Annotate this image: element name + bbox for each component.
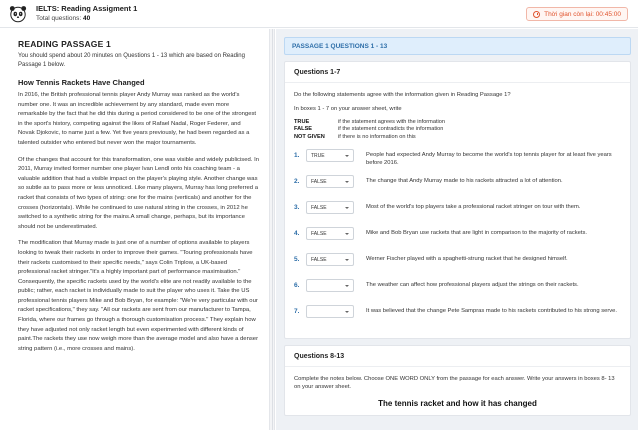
dropdown-value: FALSE	[311, 178, 327, 185]
question-instruction: Complete the notes below. Choose ONE WORD ONLY from the passage for each answer. Write your answers in boxes 8- 13 on your answer sheet.	[294, 376, 615, 391]
answer-dropdown-7[interactable]	[306, 305, 354, 318]
question-statement: The weather can affect how professional players adjust the strings on their rackets.	[366, 282, 579, 289]
answer-dropdown-4[interactable]	[306, 227, 354, 240]
question-instruction: Do the following statements agree with the information given in Reading Passage 1?	[294, 92, 511, 98]
question-row-6	[294, 279, 621, 297]
legend-row	[294, 126, 621, 133]
dropdown-value: FALSE	[311, 230, 327, 237]
question-number: 1.	[294, 152, 300, 160]
passage-title: How Tennis Rackets Have Changed	[18, 78, 145, 87]
question-row-3	[294, 201, 621, 219]
chevron-down-icon	[345, 285, 349, 287]
legend-desc: if the statement agrees with the information	[338, 119, 445, 125]
timer-text: Thời gian còn lại: 00:45:00	[544, 10, 621, 18]
header-bar	[0, 0, 638, 28]
answer-dropdown-1[interactable]	[306, 149, 354, 162]
question-number: 6.	[294, 282, 300, 290]
passage-questions-header: PASSAGE 1 QUESTIONS 1 - 13	[284, 37, 631, 55]
legend-desc: if there is no information on this	[338, 133, 416, 140]
legend-key: NOT GIVEN	[294, 133, 325, 140]
countdown-timer	[526, 7, 628, 21]
total-questions-label: Total questions:	[36, 15, 82, 22]
panda-logo-icon	[8, 4, 28, 24]
chevron-down-icon	[345, 311, 349, 313]
question-number: 5.	[294, 256, 300, 264]
question-row-5	[294, 253, 621, 271]
question-statement: Most of the world's top players take a professional racket stringer on tour with them.	[366, 204, 581, 211]
app-title: IELTS: Reading Assigment 1	[36, 4, 138, 13]
answer-dropdown-3[interactable]	[306, 201, 354, 214]
notes-title: The tennis racket and how it has changed	[378, 399, 537, 409]
legend-row	[294, 119, 621, 126]
total-questions	[36, 14, 137, 23]
chevron-down-icon	[345, 155, 349, 157]
passage-paragraph: The modification that Murray made is just one of a number of options available to players looking to tweak their rackets in order to improve their games. "Touring professionals have their rackets customised to their specific needs," says Colin Triplow, a UK-based professional racket stringer."It's a highly important part of performance maximisation." Consequently, the specific rackets used by the world's elite are not readily available to the public; rather, each racket is individually made to suit the player who uses it. Take the US professional tennis players Mike and Bob Bryan, for example: "We're very particular with our racket specifications," they say. "All our rackets are sent from our manufacturer to Tampa, Florida, where our frames go through a thorough customisation process." They explain how they have adjusted not only racket length but even experimented with different kinds of paint.The rackets they use now weigh more than the average model and also have a denser string pattern (i.e., more crosses and mains).	[18, 240, 259, 352]
question-row-4	[294, 227, 621, 245]
answer-dropdown-6[interactable]	[306, 279, 354, 292]
chevron-down-icon	[345, 181, 349, 183]
legend-key: TRUE	[294, 119, 310, 125]
question-statement: The change that Andy Murray made to his rackets attracted a lot of attention.	[366, 178, 563, 185]
answer-dropdown-2[interactable]	[306, 175, 354, 188]
question-number: 3.	[294, 204, 300, 212]
answer-legend	[294, 119, 621, 141]
question-statement: It was believed that the change Pete Sampras made to his rackets contributed to his strong serve.	[366, 308, 618, 315]
question-group-8-13	[284, 345, 631, 416]
question-group-title: Questions 1-7	[285, 69, 630, 83]
passage-paragraph: In 2016, the British professional tennis player Andy Murray was ranked as the world's number one. It was an incredible achievement by any standard, made even more remarkable by the fact that he did this during a period considered to be one of the strongest in the sport's history, competing against the likes of Rafael Nadal, Roger Federer, and Novak Djokovic, to name just a few. Yet five years previously, he had been regarded as a talented outsider who entered but never won the major tournaments.	[18, 92, 257, 146]
question-statement: People had expected Andy Murray to become the world's top tennis player for at least five years before 2016.	[366, 152, 612, 167]
question-group-1-7	[284, 61, 631, 339]
questions-panel[interactable]	[276, 29, 638, 430]
passage-heading: READING PASSAGE 1	[18, 39, 111, 49]
question-statement: Mike and Bob Bryan use rackets that are light in comparison to the majority of rackets.	[366, 230, 588, 237]
passage-paragraph: Of the changes that account for this transformation, one was visible and widely publicised. In 2011, Murray invited former number one player Ivan Lendl onto his coaching team - a valuable addition that had a visible impact on the player's playing style. Another change was so subtle as to pass more or less unnoticed. Like many players, Murray has long preferred a racket that consists of two types of string: one for the mains (verticals) and another for the crosses (horizontals). While he continued to use natural string in the crosses, in 2012 he switched to a synthetic string for the mains.A small change, perhaps, but its importance should not be underestimated.	[18, 156, 259, 230]
dropdown-value: TRUE	[311, 152, 325, 159]
question-statement: Werner Fischer played with a spaghetti-strung racket that he designed himself.	[366, 256, 568, 263]
question-row-7	[294, 305, 621, 323]
legend-desc: if the statement contradicts the information	[338, 126, 444, 133]
answer-dropdown-5[interactable]	[306, 253, 354, 266]
passage-intro: You should spend about 20 minutes on Questions 1 - 13 which are based on Reading Passage 1 below.	[18, 53, 245, 68]
chevron-down-icon	[345, 233, 349, 235]
question-row-2	[294, 175, 621, 193]
question-number: 4.	[294, 230, 300, 238]
panel-resize-handle[interactable]	[269, 29, 275, 430]
total-questions-value: 40	[82, 15, 91, 22]
question-row-1	[294, 149, 621, 167]
question-group-title: Questions 8-13	[285, 353, 630, 367]
legend-row	[294, 134, 621, 141]
question-number: 7.	[294, 308, 300, 316]
clock-icon	[533, 11, 540, 18]
question-number: 2.	[294, 178, 300, 186]
chevron-down-icon	[345, 259, 349, 261]
reading-passage-panel[interactable]	[0, 29, 269, 430]
question-instruction: In boxes 1 - 7 on your answer sheet, write	[294, 106, 402, 112]
dropdown-value: FALSE	[311, 204, 327, 211]
dropdown-value: FALSE	[311, 256, 327, 263]
chevron-down-icon	[345, 207, 349, 209]
legend-key: FALSE	[294, 126, 313, 133]
